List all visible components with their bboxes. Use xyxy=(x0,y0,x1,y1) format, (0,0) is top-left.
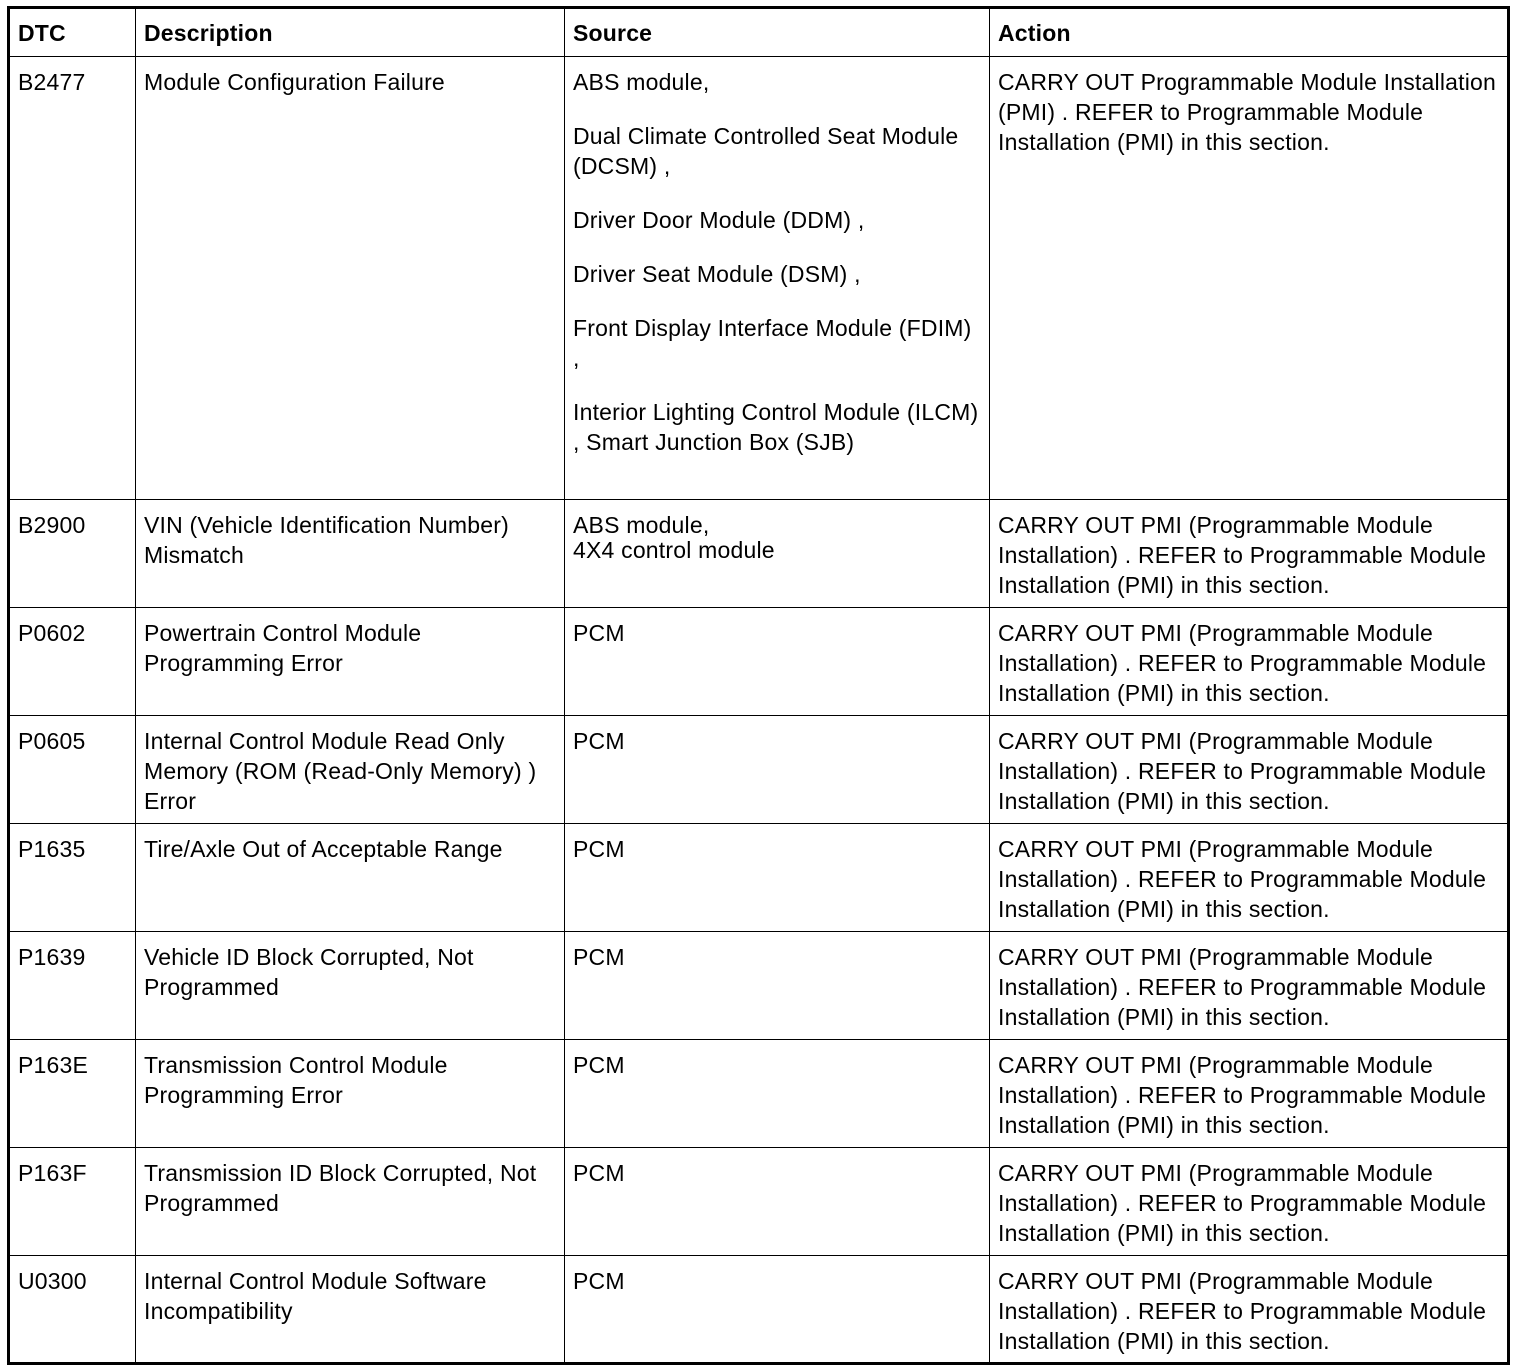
source-line: Front Display Interface Module (FDIM) , xyxy=(573,315,972,371)
dtc-action: CARRY OUT Programmable Module Installation (PMI) . REFER to Programmable Module Installation (PMI) in this section. xyxy=(990,57,1509,500)
dtc-source xyxy=(565,57,990,500)
source-line: ABS module, xyxy=(573,512,710,538)
dtc-description: Powertrain Control Module Programming Error xyxy=(136,608,565,716)
dtc-action: CARRY OUT PMI (Programmable Module Installation) . REFER to Programmable Module Installation (PMI) in this section. xyxy=(990,716,1509,824)
dtc-code: P1639 xyxy=(9,932,136,1040)
dtc-description: Tire/Axle Out of Acceptable Range xyxy=(136,824,565,932)
table-row xyxy=(9,57,1509,500)
dtc-source: PCM xyxy=(565,824,990,932)
dtc-source: PCM xyxy=(565,1148,990,1256)
dtc-action: CARRY OUT PMI (Programmable Module Installation) . REFER to Programmable Module Installation (PMI) in this section. xyxy=(990,1256,1509,1364)
dtc-action: CARRY OUT PMI (Programmable Module Installation) . REFER to Programmable Module Installation (PMI) in this section. xyxy=(990,1040,1509,1148)
dtc-description: VIN (Vehicle Identification Number) Mismatch xyxy=(136,500,565,608)
source-line: Interior Lighting Control Module (ILCM) , Smart Junction Box (SJB) xyxy=(573,399,979,455)
source-line: Dual Climate Controlled Seat Module (DCSM) , xyxy=(573,123,959,179)
dtc-code: P0605 xyxy=(9,716,136,824)
dtc-source: PCM xyxy=(565,1256,990,1364)
dtc-description: Module Configuration Failure xyxy=(136,57,565,500)
table-row xyxy=(9,716,1509,824)
table-row xyxy=(9,1256,1509,1364)
dtc-code: P0602 xyxy=(9,608,136,716)
dtc-description: Transmission ID Block Corrupted, Not Programmed xyxy=(136,1148,565,1256)
source-line: ABS module, xyxy=(573,69,710,95)
dtc-source: PCM xyxy=(565,716,990,824)
dtc-description: Internal Control Module Read Only Memory (ROM (Read-Only Memory) ) Error xyxy=(136,716,565,824)
dtc-code: P1635 xyxy=(9,824,136,932)
dtc-code: B2900 xyxy=(9,500,136,608)
table-row xyxy=(9,500,1509,608)
dtc-description: Transmission Control Module Programming Error xyxy=(136,1040,565,1148)
header-dtc: DTC xyxy=(9,8,136,57)
dtc-source: PCM xyxy=(565,932,990,1040)
dtc-source xyxy=(565,500,990,608)
dtc-source: PCM xyxy=(565,1040,990,1148)
header-description: Description xyxy=(136,8,565,57)
dtc-code: B2477 xyxy=(9,57,136,500)
table-row xyxy=(9,932,1509,1040)
dtc-code: P163E xyxy=(9,1040,136,1148)
dtc-action: CARRY OUT PMI (Programmable Module Installation) . REFER to Programmable Module Installation (PMI) in this section. xyxy=(990,1148,1509,1256)
dtc-action: CARRY OUT PMI (Programmable Module Installation) . REFER to Programmable Module Installation (PMI) in this section. xyxy=(990,824,1509,932)
dtc-code: P163F xyxy=(9,1148,136,1256)
dtc-action: CARRY OUT PMI (Programmable Module Installation) . REFER to Programmable Module Installation (PMI) in this section. xyxy=(990,500,1509,608)
source-line: 4X4 control module xyxy=(573,537,775,563)
table-row xyxy=(9,1148,1509,1256)
dtc-action: CARRY OUT PMI (Programmable Module Installation) . REFER to Programmable Module Installation (PMI) in this section. xyxy=(990,932,1509,1040)
dtc-action: CARRY OUT PMI (Programmable Module Installation) . REFER to Programmable Module Installation (PMI) in this section. xyxy=(990,608,1509,716)
header-source: Source xyxy=(565,8,990,57)
header-action: Action xyxy=(990,8,1509,57)
dtc-table xyxy=(7,6,1510,1365)
dtc-description: Internal Control Module Software Incompatibility xyxy=(136,1256,565,1364)
dtc-code: U0300 xyxy=(9,1256,136,1364)
source-line: Driver Door Module (DDM) , xyxy=(573,207,865,233)
table-row xyxy=(9,1040,1509,1148)
table-header-row xyxy=(9,8,1509,57)
dtc-source: PCM xyxy=(565,608,990,716)
source-line: Driver Seat Module (DSM) , xyxy=(573,261,861,287)
table-row xyxy=(9,824,1509,932)
table-row xyxy=(9,608,1509,716)
dtc-description: Vehicle ID Block Corrupted, Not Programmed xyxy=(136,932,565,1040)
